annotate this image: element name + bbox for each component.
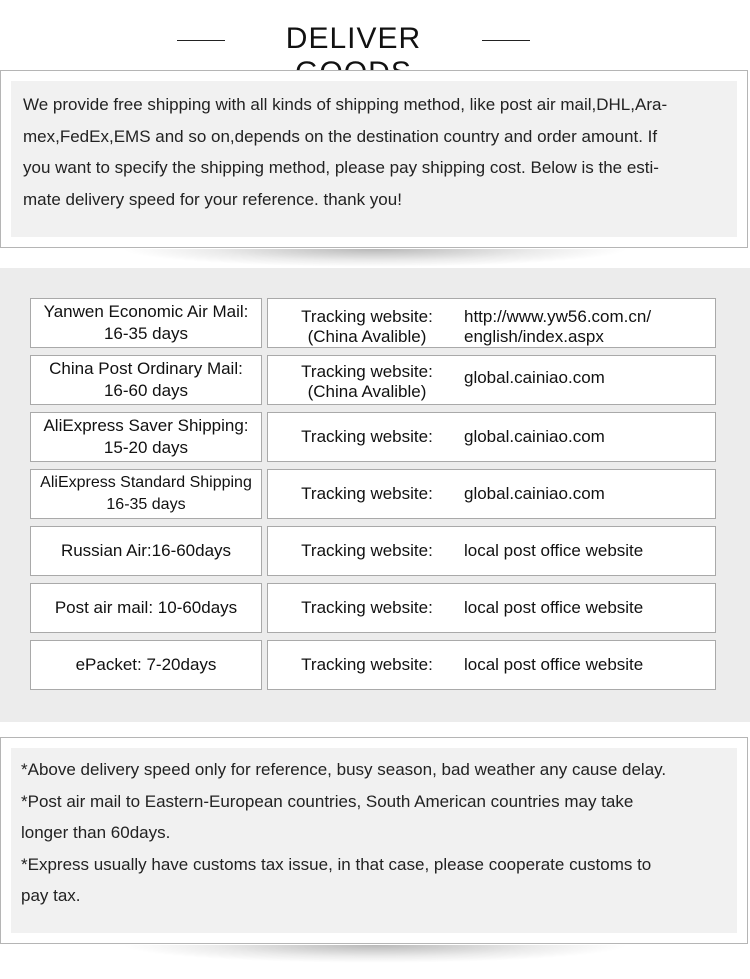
tracking-label-text: Tracking website: xyxy=(301,307,433,326)
header-rule-left xyxy=(177,40,225,41)
tracking-site xyxy=(464,368,714,388)
tracking-site: local post office website xyxy=(464,541,644,560)
shipping-method-cell xyxy=(30,469,262,519)
tracking-site-url-cont: english/index.aspx xyxy=(464,327,604,346)
intro-line: mate delivery speed for your reference. thank you! xyxy=(23,189,402,209)
intro-line: We provide free shipping with all kinds of shipping method, like post air mail,DHL,Ara- xyxy=(23,95,668,114)
shipping-row xyxy=(30,583,716,633)
tracking-site: global.cainiao.com xyxy=(464,484,605,503)
note-line: *Post air mail to Eastern-European countries, South American countries may take xyxy=(21,791,634,811)
tracking-label-note: (China Avalible) xyxy=(307,382,427,401)
tracking-cell xyxy=(267,469,716,519)
shipping-method-cell xyxy=(30,298,262,348)
tracking-label xyxy=(282,362,452,402)
tracking-cell xyxy=(267,298,716,348)
shipping-method-cell xyxy=(30,412,262,462)
section-header xyxy=(0,18,750,62)
shipping-table xyxy=(0,268,750,722)
note-line: *Above delivery speed only for reference, busy season, bad weather any cause delay. xyxy=(21,760,667,779)
shipping-method-cell xyxy=(30,583,262,633)
shipping-row xyxy=(30,469,716,519)
intro-text xyxy=(23,89,713,215)
intro-panel xyxy=(0,70,748,248)
intro-shadow xyxy=(120,249,630,267)
shipping-row xyxy=(30,298,716,348)
shipping-method-name: AliExpress Standard Shipping xyxy=(40,474,252,491)
tracking-label-note: (China Avalible) xyxy=(307,327,427,346)
tracking-label: Tracking website: xyxy=(301,484,433,503)
intro-line: mex,FedEx,EMS and so on,depends on the destination country and order amount. If xyxy=(23,126,658,146)
tracking-site: local post office website xyxy=(464,655,644,674)
tracking-cell xyxy=(267,526,716,576)
note-line: longer than 60days. xyxy=(21,823,171,842)
tracking-cell xyxy=(267,583,716,633)
tracking-site-url: global.cainiao.com xyxy=(464,368,605,387)
notes-text xyxy=(21,754,721,912)
note-line: *Express usually have customs tax issue, in that case, please cooperate customs to xyxy=(21,854,652,874)
notes-panel xyxy=(0,737,748,944)
shipping-row xyxy=(30,412,716,462)
tracking-cell xyxy=(267,640,716,690)
shipping-method-cell xyxy=(30,640,262,690)
shipping-method-days: 15-20 days xyxy=(103,438,189,457)
shipping-method-days: 16-35 days xyxy=(106,496,186,513)
shipping-method-cell xyxy=(30,526,262,576)
shipping-row xyxy=(30,355,716,405)
header-rule-right xyxy=(482,40,530,41)
shipping-method-name: ePacket: 7-20days xyxy=(75,655,217,674)
shipping-row xyxy=(30,640,716,690)
tracking-label: Tracking website: xyxy=(301,427,433,446)
note-line: pay tax. xyxy=(21,886,81,905)
shipping-method-cell xyxy=(30,355,262,405)
shipping-method-days: 16-60 days xyxy=(103,381,189,400)
shipping-method-name: AliExpress Saver Shipping: xyxy=(43,416,249,435)
tracking-cell xyxy=(267,412,716,462)
tracking-site xyxy=(464,307,714,347)
tracking-label: Tracking website: xyxy=(301,655,433,674)
tracking-label xyxy=(282,307,452,347)
tracking-label: Tracking website: xyxy=(301,541,433,560)
tracking-cell xyxy=(267,355,716,405)
shipping-row xyxy=(30,526,716,576)
shipping-method-name: Post air mail: 10-60days xyxy=(54,598,238,617)
shipping-method-name: China Post Ordinary Mail: xyxy=(49,359,243,378)
tracking-label-text: Tracking website: xyxy=(301,362,433,381)
tracking-site-url: http://www.yw56.com.cn/ xyxy=(464,307,652,326)
tracking-label: Tracking website: xyxy=(301,598,433,617)
shipping-method-name: Yanwen Economic Air Mail: xyxy=(43,302,249,321)
intro-line: you want to specify the shipping method, please pay shipping cost. Below is the esti- xyxy=(23,158,659,177)
shipping-method-name: Russian Air:16-60days xyxy=(60,541,232,560)
notes-shadow xyxy=(120,945,630,963)
shipping-method-days: 16-35 days xyxy=(103,324,189,343)
tracking-site: local post office website xyxy=(464,598,644,617)
tracking-site: global.cainiao.com xyxy=(464,427,605,446)
page-title: DELIVER xyxy=(285,22,422,55)
